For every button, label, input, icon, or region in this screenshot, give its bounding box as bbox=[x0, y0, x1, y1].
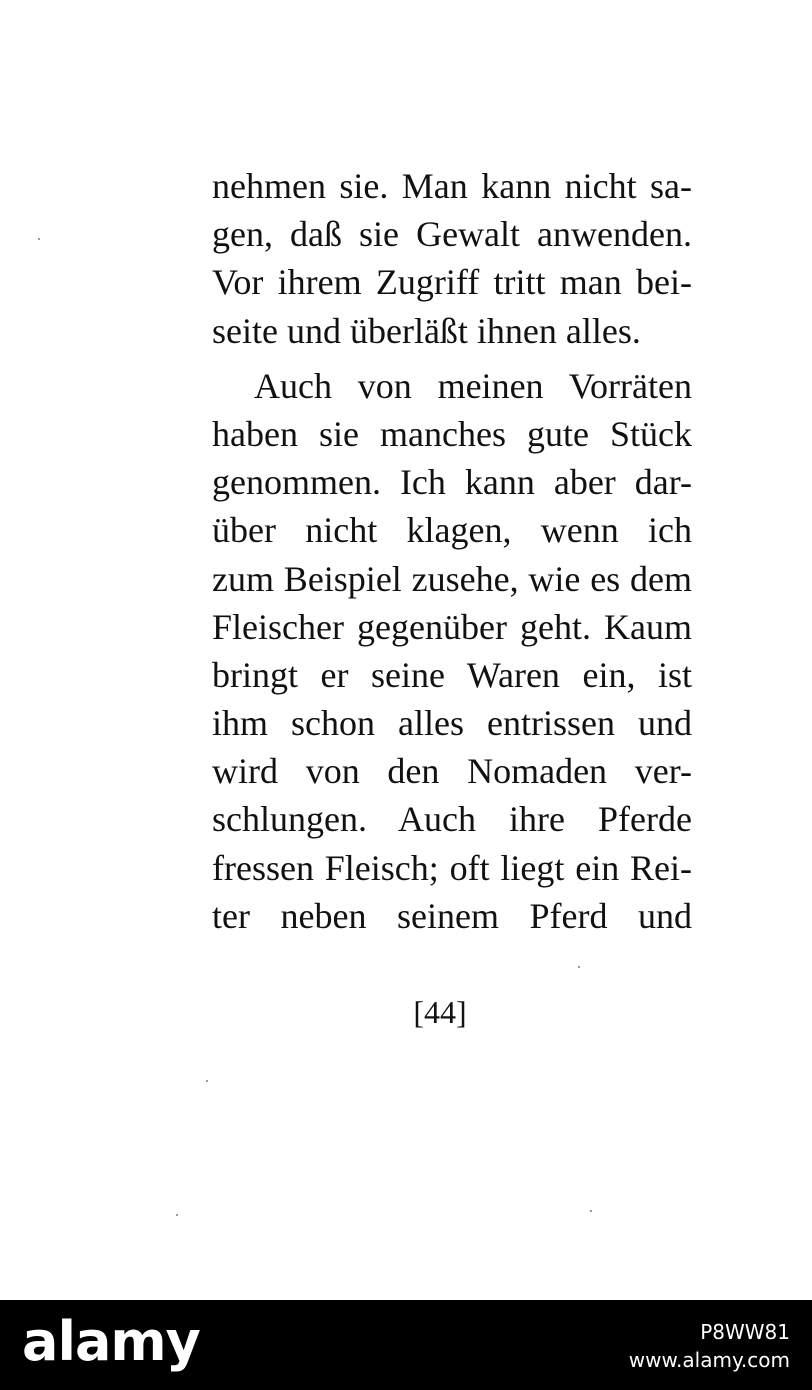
text-line: ihm schon alles entrissen und bbox=[212, 703, 692, 744]
alamy-logo: alamy bbox=[22, 1310, 200, 1373]
text-line: nehmen sie. Man kann nicht sa- bbox=[212, 166, 692, 206]
paper-speck bbox=[206, 1080, 208, 1082]
image-meta bbox=[629, 1318, 790, 1374]
paper-speck bbox=[176, 1214, 178, 1216]
paper-speck bbox=[578, 966, 580, 968]
text-line: gen, daß sie Gewalt anwenden. bbox=[212, 214, 692, 255]
site-url: www.alamy.com bbox=[628, 1348, 790, 1372]
watermark-footer bbox=[0, 1300, 812, 1390]
page-number: [44] bbox=[413, 994, 467, 1030]
text-line: zum Beispiel zusehe, wie es dem bbox=[212, 558, 692, 599]
text-line: fressen Fleisch; oft liegt ein Rei- bbox=[212, 847, 692, 888]
text-line: Vor ihrem Zugriff tritt man bei- bbox=[212, 262, 692, 303]
text-line: ter neben seinem Pferd und bbox=[212, 895, 692, 936]
text-line: bringt er seine Waren ein, ist bbox=[212, 654, 692, 695]
text-line: seite und überläßt ihnen alles. bbox=[212, 310, 641, 351]
text-line: Fleischer gegenüber geht. Kaum bbox=[212, 606, 692, 647]
text-line: schlungen. Auch ihre Pferde bbox=[212, 799, 692, 840]
paragraph-gap bbox=[212, 355, 692, 362]
paper-speck bbox=[590, 1210, 592, 1212]
text-line: Auch von meinen Vorräten bbox=[254, 365, 692, 406]
text-line: über nicht klagen, wenn ich bbox=[212, 510, 692, 551]
image-id: P8WW81 bbox=[700, 1320, 790, 1344]
paper-speck bbox=[38, 238, 40, 240]
text-line: genommen. Ich kann aber dar- bbox=[212, 462, 692, 503]
text-line: haben sie manches gute Stück bbox=[212, 413, 692, 454]
body-text bbox=[212, 162, 692, 940]
text-line: wird von den Nomaden ver- bbox=[212, 751, 692, 792]
